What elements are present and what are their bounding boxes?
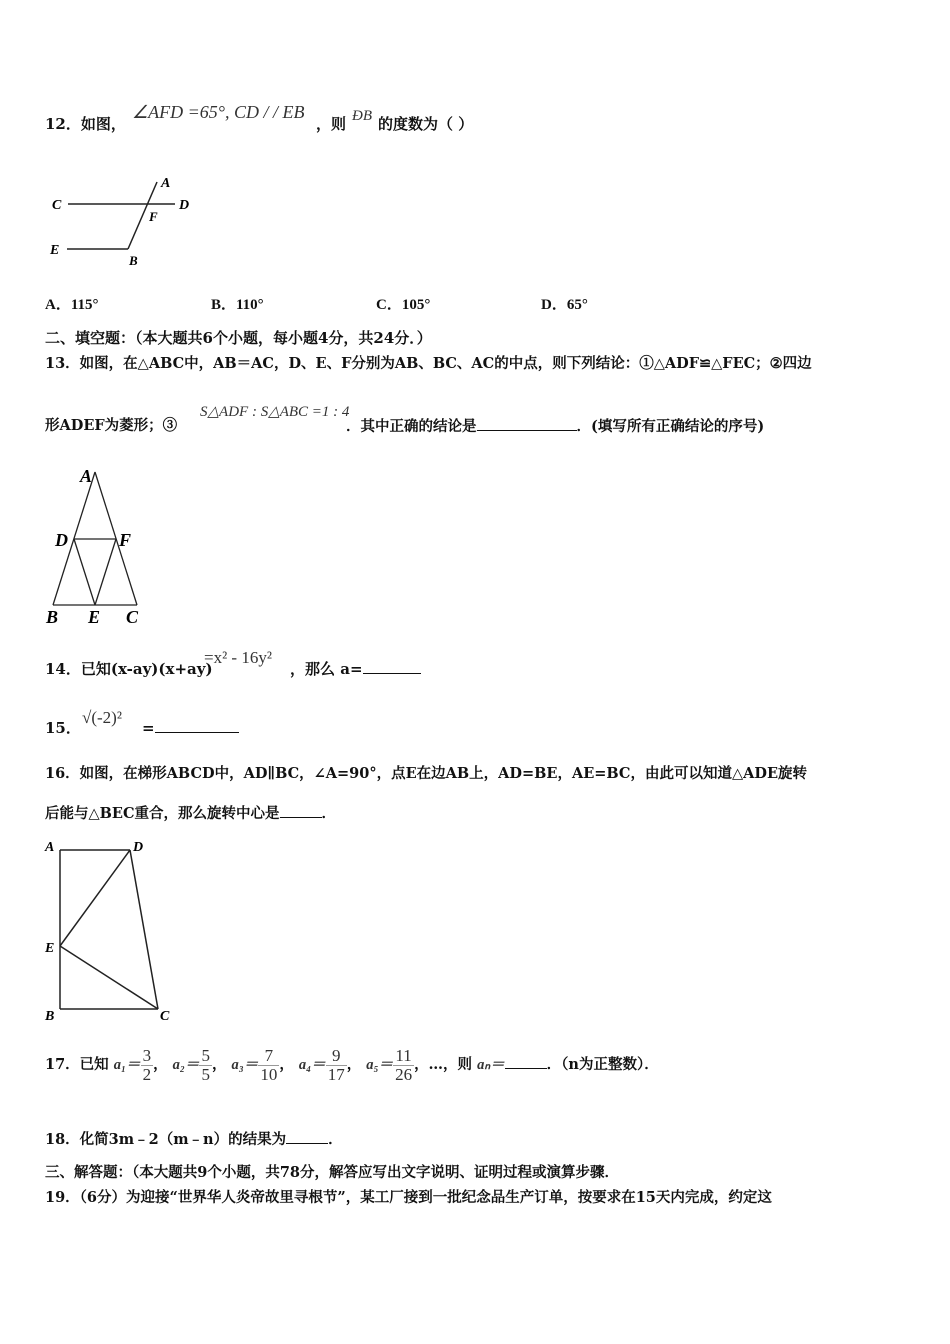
q17-term-1-name: a₁＝: [113, 1057, 141, 1073]
section-2-title: 二、填空题：（本大题共6个小题，每小题4分，共24分．）: [45, 329, 432, 347]
q14-suffix: [290, 659, 421, 679]
q17-suffix: ．（n为正整数）．: [546, 1056, 659, 1073]
q16-text: 后能与△BEC重合，那么旋转中心是: [45, 805, 280, 822]
q13-text-end: ．(填写所有正确结论的序号): [576, 418, 765, 435]
numerator: 3: [142, 1045, 152, 1065]
q17-ellipsis: ，…，则: [414, 1056, 473, 1073]
option-c[interactable]: C．105°: [376, 297, 431, 313]
q18-answer-blank[interactable]: [286, 1129, 328, 1144]
option-d[interactable]: D．65°: [541, 297, 588, 313]
label-f: F: [119, 530, 132, 550]
q15-answer-blank[interactable]: [155, 718, 239, 733]
numerator: 7: [264, 1045, 274, 1065]
q13-text: ．其中正确的结论是: [346, 418, 477, 435]
q15-number: 15．: [45, 719, 81, 737]
label-b: B: [46, 607, 59, 627]
segment-de: [74, 539, 95, 605]
fraction: [258, 1047, 279, 1084]
numerator: 5: [201, 1045, 210, 1065]
q18-text: 18．化简3m﹣2（m﹣n）的结果为: [45, 1131, 287, 1148]
q17: 17．已知 a₁＝ $\frac{3}{2}$ ， a₂＝ $\frac{5}{5}$ ， a₃＝ $\frac{7}{10}$ ， a₄＝ $\frac{9}{17}$ ， a₅＝ $\frac{11}{26}$ ，…，则 aₙ＝ ．（n为正整数）．: [45, 1045, 659, 1084]
label-b: B: [45, 1009, 55, 1024]
option-a[interactable]: A．115°: [45, 297, 99, 313]
q15-suffix: [142, 718, 239, 738]
denominator: 5: [201, 1064, 210, 1084]
q15-equals: =: [142, 719, 155, 737]
q19-text: 19．（6分）为迎接“世界华人炎帝故里寻根节”，某工厂接到一批纪念品生产订单，按要求在15天内完成，约定这: [45, 1189, 772, 1206]
q13-line-2-suffix: [346, 416, 764, 437]
q13-line-1: 13．如图，在△ABC中，AB＝AC，D、E、F分别为AB、BC、AC的中点，则下列结论：①△ADF≌△FEC；②四边: [45, 355, 812, 372]
q17-prefix: 17．已知: [45, 1056, 109, 1073]
q16-line-2: [45, 803, 336, 824]
denominator: 10: [260, 1064, 278, 1084]
q14-math: =x² - 16y²: [204, 648, 272, 667]
question-number: 12．: [45, 115, 81, 133]
q13-math-ratio: S△ADF : S△ABC =1 : 4: [200, 404, 350, 420]
option-b[interactable]: B．110°: [211, 297, 264, 313]
question-text: 如图，: [80, 115, 126, 133]
q16-end: ．: [321, 805, 336, 822]
side-dc: [130, 850, 158, 1009]
segment-fe: [95, 539, 116, 605]
numerator: 9: [331, 1045, 341, 1065]
q12-math-angle: ÐB: [352, 108, 372, 124]
label-f: F: [149, 209, 158, 224]
q17-term-3-name: a₃＝: [231, 1057, 259, 1073]
q14-suffix-text: ，那么 a=: [290, 660, 363, 678]
segment-ec: [60, 946, 158, 1009]
q12-math-condition: ∠AFD =65°, CD / / EB: [132, 102, 305, 122]
fraction: [141, 1047, 154, 1084]
label-e: E: [88, 607, 101, 627]
question-12: [45, 114, 126, 134]
q13-figure: [40, 460, 160, 630]
numerator: 11: [395, 1045, 412, 1065]
q17-an: aₙ＝: [477, 1057, 505, 1073]
label-a: A: [80, 466, 93, 486]
q17-answer-blank[interactable]: [505, 1054, 547, 1069]
label-a: A: [45, 840, 55, 855]
question-number: 14．: [45, 660, 81, 678]
q12-text-suffix: 的度数为（ ）: [378, 115, 474, 133]
segment-ed: [60, 850, 130, 946]
denominator: 2: [142, 1064, 152, 1084]
q18-end: ．: [328, 1131, 343, 1148]
denominator: 26: [395, 1064, 413, 1084]
q12-figure: [40, 165, 210, 275]
q17-term-4-name: a₄＝: [298, 1057, 326, 1073]
q17-term-2-name: a₂＝: [172, 1057, 200, 1073]
q16-line-1: 16．如图，在梯形ABCD中，AD∥BC，∠A=90°，点E在边AB上，AD=BE，AE=BC，由此可以知道△ADE旋转: [45, 765, 807, 782]
q15-math: √(-2)²: [82, 708, 122, 727]
label-c: C: [126, 607, 139, 627]
q14-answer-blank[interactable]: [363, 659, 421, 674]
q14-text: [45, 659, 213, 679]
q13-answer-blank[interactable]: [477, 416, 577, 431]
label-d: D: [179, 198, 190, 213]
q17-term-5-name: a₅＝: [366, 1057, 394, 1073]
label-e: E: [50, 243, 60, 258]
label-c: C: [160, 1009, 170, 1024]
q16-figure: [40, 835, 190, 1030]
q12-text-mid: ，则: [316, 115, 347, 133]
q13-line-2-prefix: 形ADEF为菱形；③: [45, 417, 178, 434]
label-e: E: [45, 941, 55, 956]
label-d: D: [55, 530, 68, 550]
label-a: A: [161, 176, 171, 191]
q18: [45, 1129, 343, 1150]
denominator: 17: [327, 1064, 345, 1084]
q16-answer-blank[interactable]: [280, 803, 322, 818]
fraction: [199, 1047, 212, 1084]
fraction: [393, 1047, 414, 1084]
section-3-title: 三、解答题：（本大题共9个小题，共78分，解答应写出文字说明、证明过程或演算步骤．: [45, 1164, 620, 1181]
q14-expression: 已知(x-ay)(x+ay): [80, 660, 213, 678]
fraction: [326, 1047, 347, 1084]
label-c: C: [52, 198, 62, 213]
label-d: D: [133, 840, 144, 855]
label-b: B: [129, 253, 138, 268]
